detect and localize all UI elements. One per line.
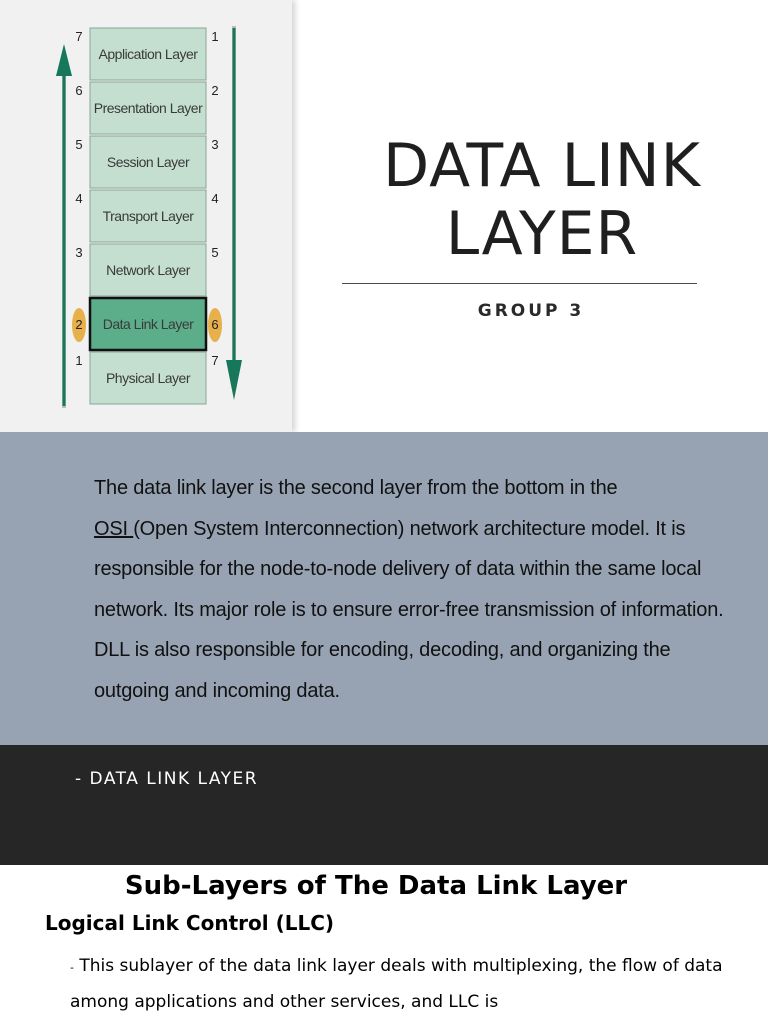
osi-label-physical-layer: Physical Layer <box>105 370 191 386</box>
definition-slide <box>0 432 768 745</box>
definition-paragraph <box>94 468 734 711</box>
right-number-transport-layer: 4 <box>211 191 219 206</box>
left-number-presentation-layer: 6 <box>75 83 83 98</box>
title-line-1: DATA LINK <box>383 131 701 201</box>
osi-link[interactable]: OSI <box>94 517 134 540</box>
title-line-2: LAYER <box>445 199 639 269</box>
title-slide <box>0 0 768 432</box>
llc-description <box>70 949 730 1019</box>
up-arrow-head <box>56 44 72 76</box>
left-number-physical-layer: 1 <box>75 353 83 368</box>
llc-subheading: Logical Link Control (LLC) <box>45 911 335 935</box>
osi-label-network-layer: Network Layer <box>106 262 190 278</box>
sublayers-slide <box>0 865 768 1024</box>
section-footer-slide <box>0 745 768 865</box>
left-number-session-layer: 5 <box>75 137 83 152</box>
right-number-physical-layer: 7 <box>211 353 219 368</box>
section-label: - DATA LINK LAYER <box>75 769 259 789</box>
osi-label-data-link-layer: Data Link Layer <box>102 316 194 332</box>
definition-text-start: The data link layer is the second layer from the bottom in the <box>94 477 618 499</box>
left-number-transport-layer: 4 <box>75 191 83 206</box>
left-number-application-layer: 7 <box>75 29 83 44</box>
slide-subtitle: GROUP 3 <box>477 301 585 321</box>
osi-label-session-layer: Session Layer <box>106 154 190 170</box>
osi-diagram-panel <box>0 0 292 432</box>
osi-label-presentation-layer: Presentation Layer <box>93 100 203 116</box>
left-number-network-layer: 3 <box>75 245 83 260</box>
title-divider <box>342 283 697 284</box>
bullet-dash: - <box>70 961 74 974</box>
definition-text-rest: (Open System Interconnection) network architecture model. It is responsible for the node-to-node delivery of data within the same local network. Its major role is to ensure error-free transmission of information. DLL is also responsible for encoding, decoding, and organizing the outgoing and incoming data. <box>94 517 724 702</box>
left-number-data-link-layer: 2 <box>75 317 83 332</box>
right-number-application-layer: 1 <box>211 29 219 44</box>
right-number-data-link-layer: 6 <box>211 317 219 332</box>
right-number-presentation-layer: 2 <box>211 83 219 98</box>
right-number-network-layer: 5 <box>211 245 219 260</box>
osi-layer-diagram <box>0 0 292 432</box>
sublayers-heading: Sub-Layers of The Data Link Layer <box>124 871 628 901</box>
slide-title <box>342 132 742 268</box>
osi-label-application-layer: Application Layer <box>98 46 198 62</box>
osi-label-transport-layer: Transport Layer <box>102 208 194 224</box>
right-number-session-layer: 3 <box>211 137 219 152</box>
llc-description-text: This sublayer of the data link layer deals with multiplexing, the flow of data among applications and other services, and LLC is <box>70 956 723 1012</box>
down-arrow-head <box>226 360 242 400</box>
